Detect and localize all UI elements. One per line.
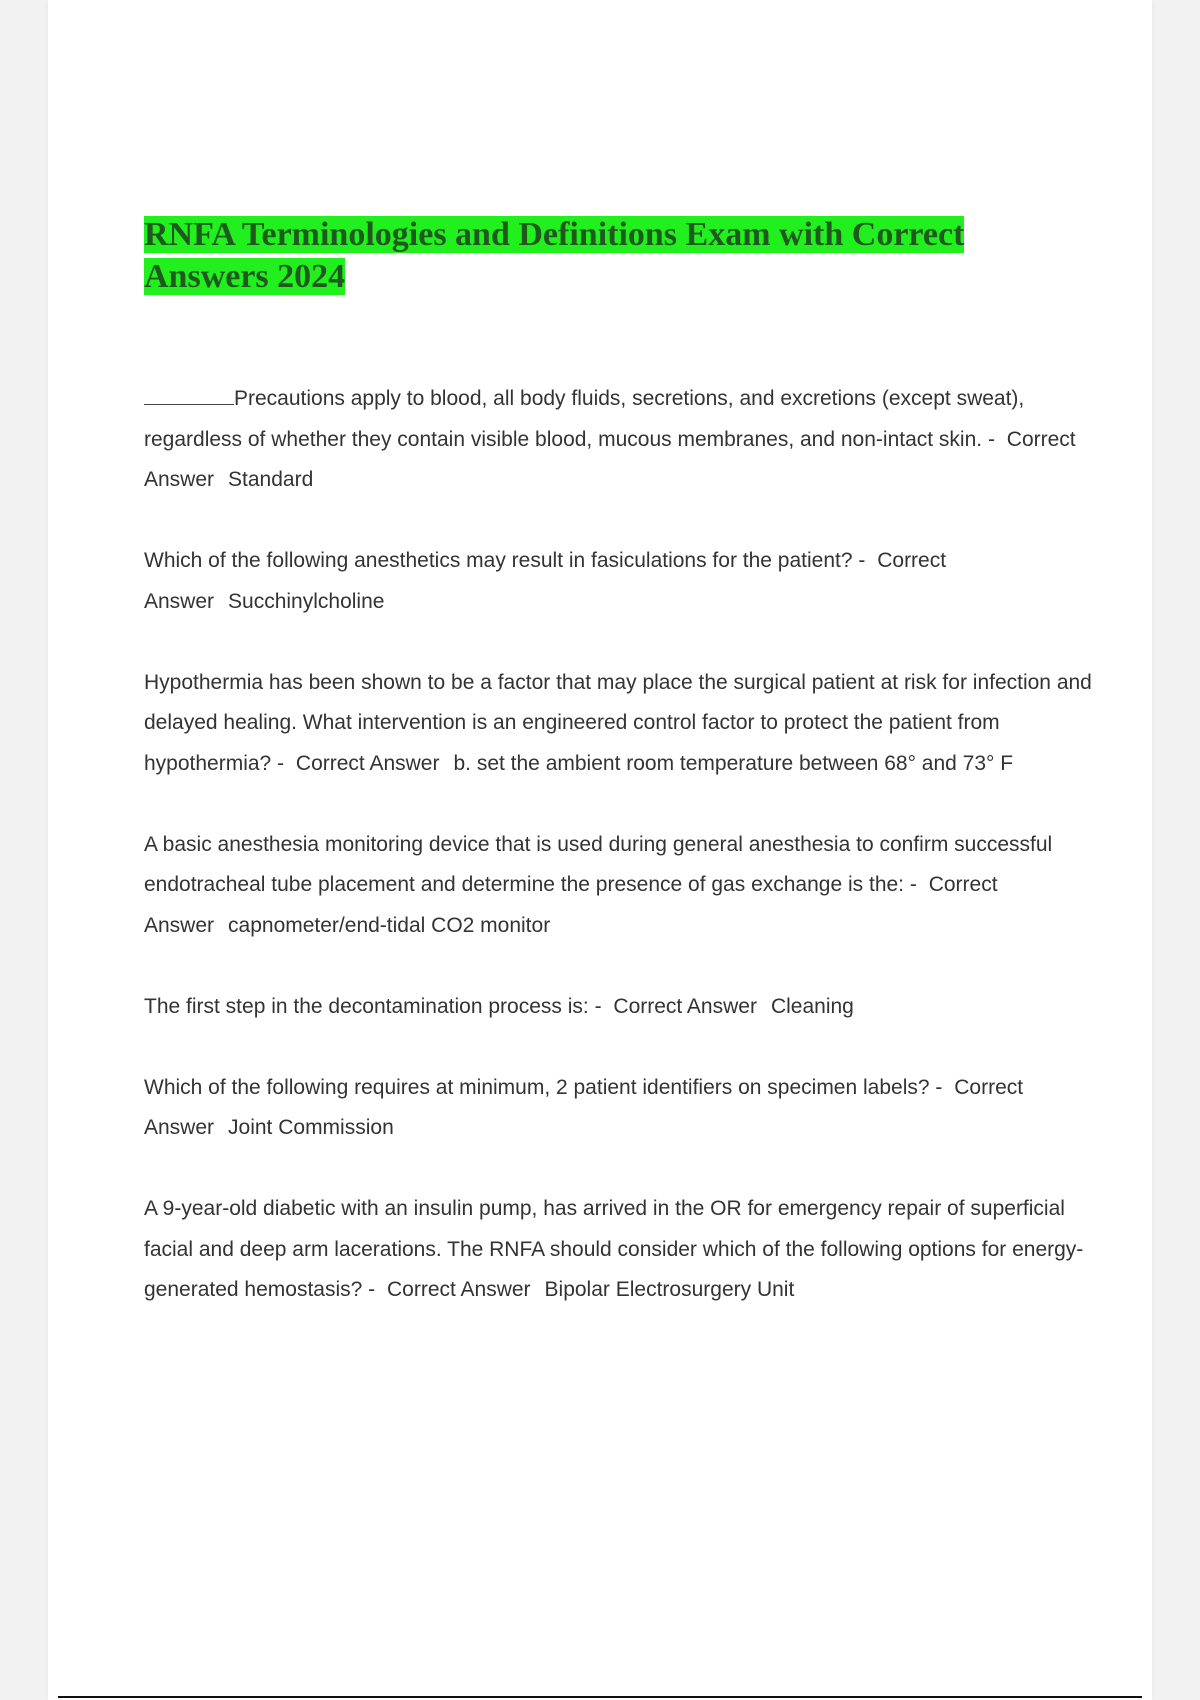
answer-label: Correct Answer xyxy=(386,1278,531,1301)
qa-item: Which of the following requires at minimum, 2 patient identifiers on specimen labels? - Correct Answer Joint Commission xyxy=(144,1075,1024,1139)
question-text: Which of the following anesthetics may result in fasiculations for the patient? xyxy=(144,549,853,572)
qa-item: A basic anesthesia monitoring device that is used during general anesthesia to confirm successful endotracheal tube placement and determine the presence of gas exchange is the: - Correct Answer capnometer/end-tidal CO2 monitor xyxy=(144,832,1053,937)
answer-text: Cleaning xyxy=(770,994,854,1018)
question-text: Hypothermia has been shown to be a factor that may place the surgical patient at risk for infection and delayed healing. What intervention is an engineered control factor to protect the patient from hypothermia? xyxy=(144,670,1092,775)
answer-text: Joint Commission xyxy=(228,1116,394,1139)
question-text: A 9-year-old diabetic with an insulin pump, has arrived in the OR for emergency repair of superficial facial and deep arm lacerations. The RNFA should consider which of the following options for energy-generated hemostasis? xyxy=(144,1197,1084,1301)
answer-text: Succhinylcholine xyxy=(228,589,385,613)
qa-item: A 9-year-old diabetic with an insulin pump, has arrived in the OR for emergency repair of superficial facial and deep arm lacerations. The RNFA should consider which of the following options for energy-generated hemostasis? - Correct Answer Bipolar Electrosurgery Unit xyxy=(144,1197,1084,1301)
title-highlight: RNFA Terminologies and Definitions Exam with Correct Answers 2024 xyxy=(144,216,965,295)
question-text: Which of the following requires at minimum, 2 patient identifiers on specimen labels? xyxy=(144,1075,930,1099)
answer-text: Standard xyxy=(228,468,314,491)
answer-label: Correct Answer xyxy=(144,427,1076,491)
answer-label: Correct Answer xyxy=(144,1075,1024,1139)
qa-item: Precautions apply to blood, all body fluids, secretions, and excretions (except sweat), regardless of whether they contain visible blood, mucous membranes, and non-intact skin. - Correct Answer Standard xyxy=(144,379,1104,501)
answer-label: Correct Answer xyxy=(295,751,440,775)
fill-in-blank xyxy=(144,384,234,405)
footer-divider xyxy=(58,1696,1142,1698)
document-title xyxy=(144,214,1064,298)
qa-list xyxy=(144,379,1104,1351)
answer-label: Correct Answer xyxy=(144,549,947,613)
answer-label: Correct Answer xyxy=(613,994,757,1018)
answer-text: b. set the ambient room temperature between 68° and 73° F xyxy=(453,751,1014,775)
answer-text: capnometer/end-tidal CO2 monitor xyxy=(228,913,551,937)
answer-text: Bipolar Electrosurgery Unit xyxy=(544,1278,795,1301)
qa-item: The first step in the decontamination process is: - Correct Answer Cleaning xyxy=(144,994,854,1018)
answer-label: Correct Answer xyxy=(144,873,998,937)
question-text: Precautions apply to blood, all body fluids, secretions, and excretions (except sweat), regardless of whether they contain visible blood, mucous membranes, and non-intact skin. xyxy=(144,387,1025,451)
qa-item: Hypothermia has been shown to be a factor that may place the surgical patient at risk for infection and delayed healing. What intervention is an engineered control factor to protect the patient from hypothermia? - Correct Answer b. set the ambient room temperature between 68° and 73° F xyxy=(144,670,1092,775)
qa-item: Which of the following anesthetics may result in fasiculations for the patient? - Correct Answer Succhinylcholine xyxy=(144,549,947,613)
question-text: A basic anesthesia monitoring device that is used during general anesthesia to confirm successful endotracheal tube placement and determine the presence of gas exchange is the: xyxy=(144,832,1053,896)
question-text: The first step in the decontamination process is: xyxy=(144,994,589,1018)
document-page xyxy=(48,0,1152,1700)
